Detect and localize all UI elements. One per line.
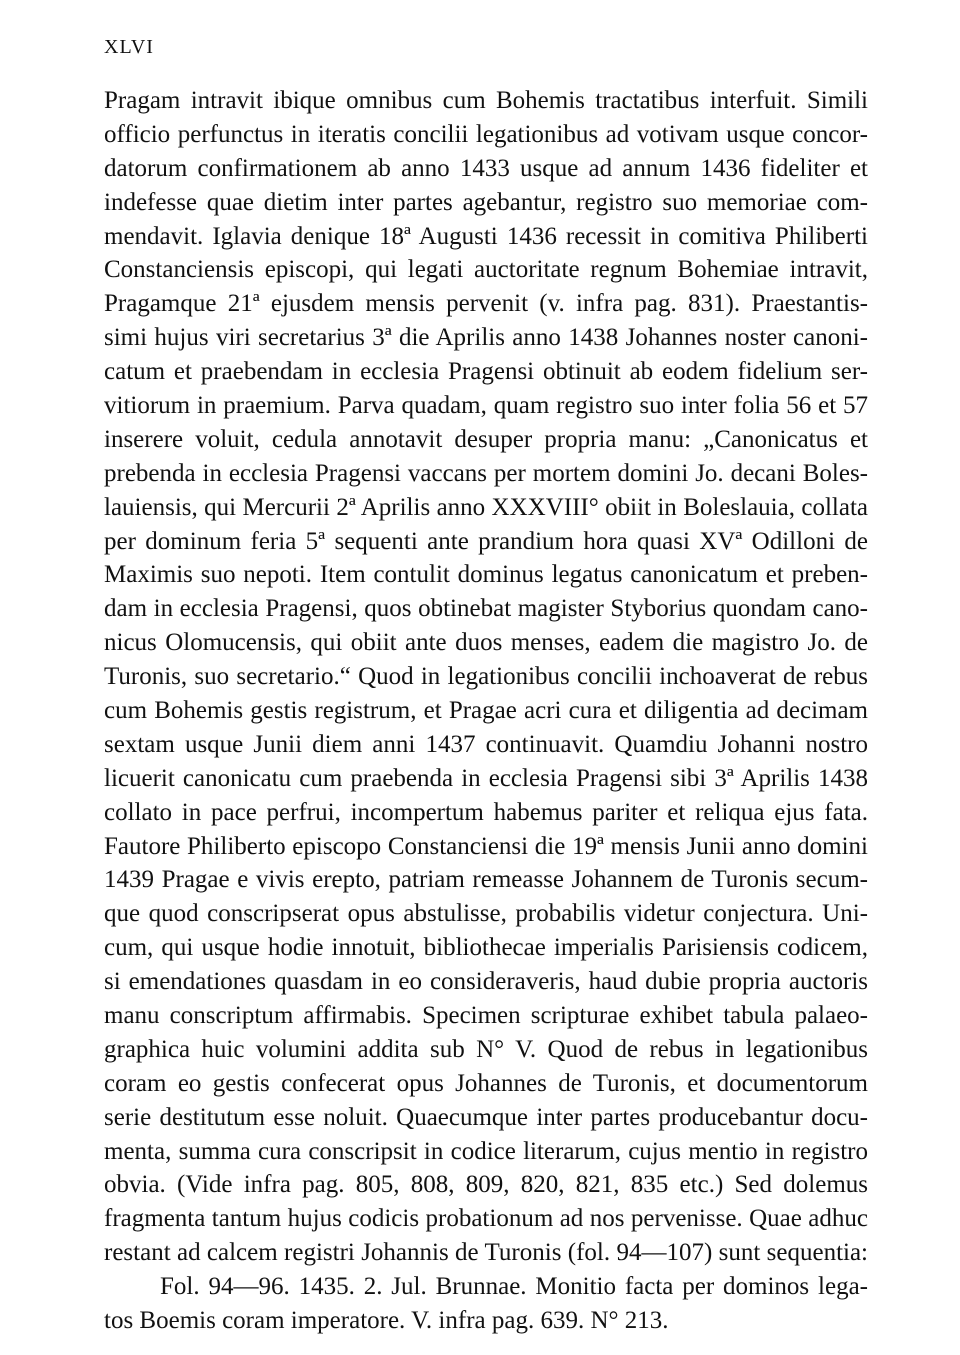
- text-line-14: per dominum feria 5ª sequenti ante prandium hora quasi XVª Odilloni de: [104, 528, 868, 555]
- text-line-32: menta, summa cura conscripsit in codice literarum, cujus mentio in registro: [104, 1138, 868, 1165]
- text-line-5: mendavit. Iglavia denique 18ª Augusti 1436 recessit in comitiva Philiberti: [104, 223, 868, 250]
- text-line-36: Fol. 94—96. 1435. 2. Jul. Brunnae. Monitio facta per dominos lega-: [160, 1273, 868, 1300]
- text-line-28: manu conscriptum affirmabis. Specimen scripturae exhibet tabula palaeo-: [104, 1002, 868, 1029]
- text-line-29: graphica huic volumini addita sub N° V. Quod de rebus in legationibus: [104, 1036, 868, 1063]
- text-line-26: cum, qui usque hodie innotuit, bibliothecae imperialis Parisiensis codicem,: [104, 934, 868, 961]
- text-line-6: Constanciensis episcopi, qui legati auctoritate regnum Bohemiae intravit,: [104, 256, 868, 283]
- text-line-21: licuerit canonicatu cum praebenda in ecclesia Pragensi sibi 3ª Aprilis 1438: [104, 765, 868, 792]
- text-line-8: simi hujus viri secretarius 3ª die Aprilis anno 1438 Johannes noster canoni-: [104, 324, 868, 351]
- text-line-31: serie destitutum esse noluit. Quaecumque inter partes producebantur docu-: [104, 1104, 868, 1131]
- text-line-15: Maximis suo nepoti. Item contulit dominus legatus canonicatum et preben-: [104, 561, 868, 588]
- text-line-11: inserere voluit, cedula annotavit desuper propria manu: „Canonicatus et: [104, 426, 868, 453]
- text-line-22: collato in pace perfrui, incompertum habemus pariter et reliqua ejus fata.: [104, 799, 868, 826]
- text-line-33: obvia. (Vide infra pag. 805, 808, 809, 820, 821, 835 etc.) Sed dolemus: [104, 1171, 868, 1198]
- text-line-4: indefesse quae dietim inter partes agebantur, registro suo memoriae com-: [104, 189, 868, 216]
- text-line-16: dam in ecclesia Pragensi, quos obtinebat magister Styborius quondam cano-: [104, 595, 868, 622]
- text-line-2: officio perfunctus in iteratis concilii legationibus ad votivam usque concor-: [104, 121, 868, 148]
- page-number-header: XLVI: [104, 36, 154, 58]
- text-line-13: lauiensis, qui Mercurii 2ª Aprilis anno XXXVIII° obiit in Boleslauia, collata: [104, 494, 868, 521]
- text-line-3: datorum confirmationem ab anno 1433 usque ad annum 1436 fideliter et: [104, 155, 868, 182]
- text-line-18: Turonis, suo secretario.“ Quod in legationibus concilii inchoaverat de rebus: [104, 663, 868, 690]
- text-line-24: 1439 Pragae e vivis erepto, patriam remeasse Johannem de Turonis secum-: [104, 866, 868, 893]
- text-line-27: si emendationes quasdam in eo consideraveris, haud dubie propria auctoris: [104, 968, 868, 995]
- text-line-17: nicus Olomucensis, qui obiit ante duos menses, eadem die magistro Jo. de: [104, 629, 868, 656]
- text-line-37: tos Boemis coram imperatore. V. infra pag. 639. N° 213.: [104, 1307, 669, 1334]
- text-line-19: cum Bohemis gestis registrum, et Pragae acri cura et diligentia ad decimam: [104, 697, 868, 724]
- text-line-23: Fautore Philiberto episcopo Constanciensi die 19ª mensis Junii anno domini: [104, 833, 868, 860]
- text-line-20: sextam usque Junii diem anni 1437 continuavit. Quamdiu Johanni nostro: [104, 731, 868, 758]
- text-line-10: vitiorum in praemium. Parva quadam, quam registro suo inter folia 56 et 57: [104, 392, 868, 419]
- text-line-9: catum et praebendam in ecclesia Pragensi obtinuit ab eodem fidelium ser-: [104, 358, 868, 385]
- text-line-7: Pragamque 21ª ejusdem mensis pervenit (v. infra pag. 831). Praestantis-: [104, 290, 868, 317]
- text-line-1: Pragam intravit ibique omnibus cum Bohemis tractatibus interfuit. Simili: [104, 87, 868, 114]
- text-line-34: fragmenta tantum hujus codicis probationum ad nos pervenisse. Quae adhuc: [104, 1205, 868, 1232]
- text-line-35: restant ad calcem registri Johannis de Turonis (fol. 94—107) sunt sequentia:: [104, 1239, 868, 1266]
- text-line-12: prebenda in ecclesia Pragensi vaccans per mortem domini Jo. decani Boles-: [104, 460, 868, 487]
- text-line-30: coram eo gestis confecerat opus Johannes de Turonis, et documentorum: [104, 1070, 868, 1097]
- text-line-25: que quod conscripserat opus abstulisse, probabilis videtur conjectura. Uni-: [104, 900, 868, 927]
